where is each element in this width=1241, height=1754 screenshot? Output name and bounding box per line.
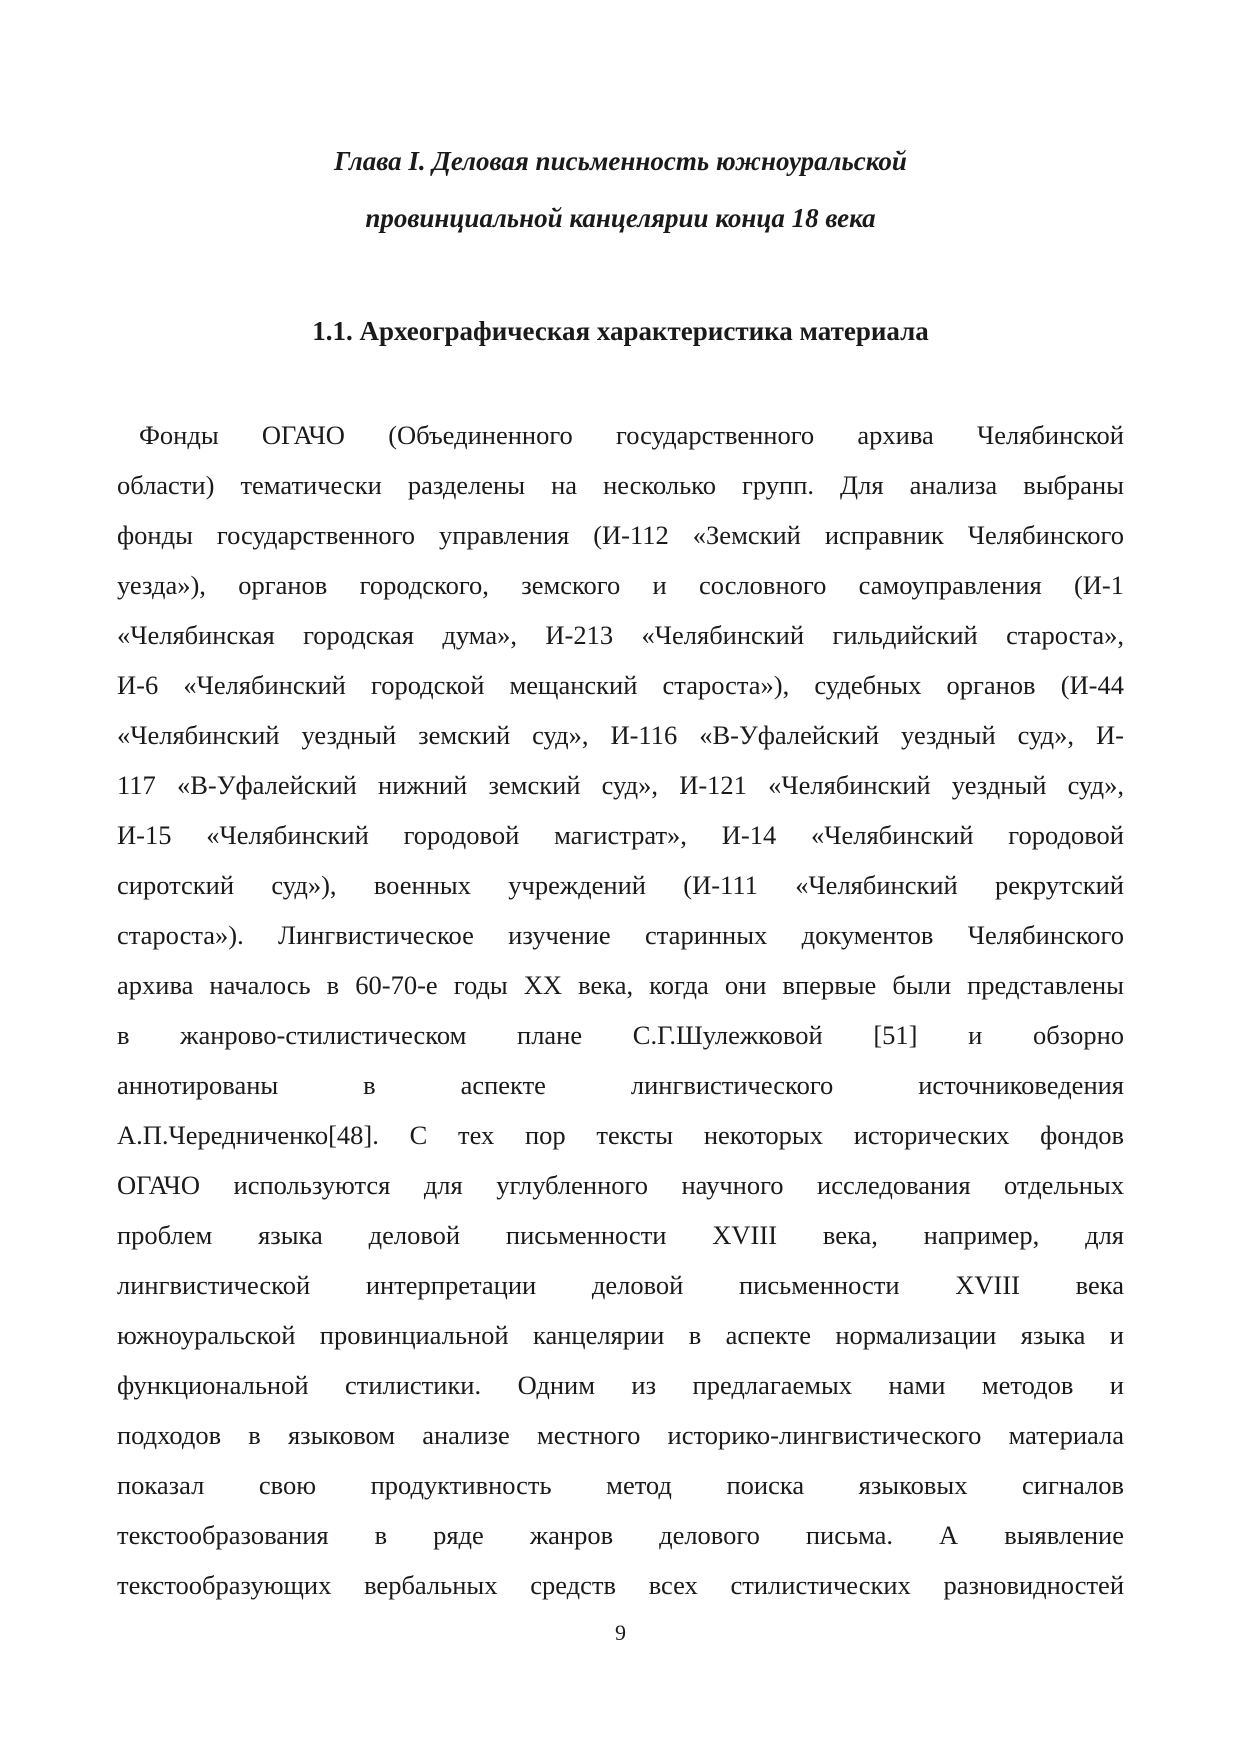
body-line: «Челябинская городская дума», И-213 «Челябинский гильдийский староста», bbox=[117, 620, 1124, 650]
body-line: «Челябинский уездный земский суд», И-116 «В-Уфалейский уездный суд», И- bbox=[117, 720, 1124, 750]
page-number: 9 bbox=[615, 1620, 626, 1645]
body-paragraph bbox=[117, 410, 1124, 1610]
body-line: 117 «В-Уфалейский нижний земский суд», И-121 «Челябинский уездный суд», bbox=[117, 770, 1124, 800]
body-line: И-15 «Челябинский городовой магистрат», И-14 «Челябинский городовой bbox=[117, 820, 1124, 850]
body-line: А.П.Чередниченко[48]. С тех пор тексты некоторых исторических фондов bbox=[117, 1120, 1124, 1150]
body-line: уезда»), органов городского, земского и сословного самоуправления (И-1 bbox=[117, 570, 1124, 600]
body-line: южноуральской провинциальной канцелярии в аспекте нормализации языка и bbox=[117, 1320, 1124, 1350]
chapter-title-line-2: провинциальной канцелярии конца 18 века bbox=[365, 203, 876, 233]
body-line: аннотированы в аспекте лингвистического источниковедения bbox=[117, 1070, 1124, 1100]
chapter-title-line-1: Глава I. Деловая письменность южноуральской bbox=[334, 146, 907, 176]
body-line: Фонды ОГАЧО (Объединенного государственного архива Челябинской bbox=[139, 420, 1124, 450]
body-line: фонды государственного управления (И-112 «Земский исправник Челябинского bbox=[117, 520, 1124, 550]
body-line: текстообразующих вербальных средств всех стилистических разновидностей bbox=[117, 1570, 1124, 1600]
body-line: текстообразования в ряде жанров делового письма. А выявление bbox=[117, 1520, 1124, 1550]
body-line: в жанрово-стилистическом плане С.Г.Шулежковой [51] и обзорно bbox=[117, 1020, 1124, 1050]
body-line: староста»). Лингвистическое изучение старинных документов Челябинского bbox=[117, 920, 1124, 950]
body-line: сиротский суд»), военных учреждений (И-111 «Челябинский рекрутский bbox=[117, 870, 1124, 900]
section-heading: 1.1. Археографическая характеристика материала bbox=[312, 316, 929, 346]
body-line: лингвистической интерпретации деловой письменности XVIII века bbox=[117, 1270, 1124, 1300]
body-line: И-6 «Челябинский городской мещанский староста»), судебных органов (И-44 bbox=[117, 670, 1124, 700]
body-line: ОГАЧО используются для углубленного научного исследования отдельных bbox=[117, 1170, 1124, 1200]
body-line: архива началось в 60-70-е годы XX века, когда они впервые были представлены bbox=[117, 970, 1124, 1000]
body-line: проблем языка деловой письменности XVIII века, например, для bbox=[117, 1220, 1124, 1250]
body-line: области) тематически разделены на несколько групп. Для анализа выбраны bbox=[117, 470, 1124, 500]
body-line: показал свою продуктивность метод поиска языковых сигналов bbox=[117, 1470, 1124, 1500]
body-line: функциональной стилистики. Одним из предлагаемых нами методов и bbox=[117, 1370, 1124, 1400]
body-line: подходов в языковом анализе местного историко-лингвистического материала bbox=[117, 1420, 1124, 1450]
